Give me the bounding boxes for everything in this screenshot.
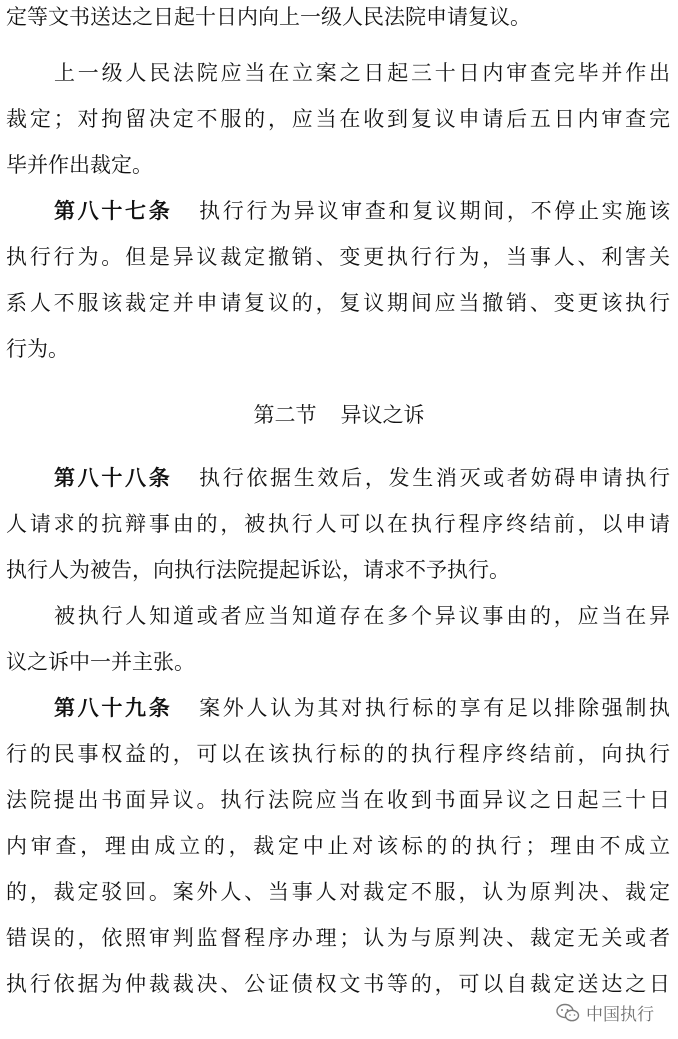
text-line: 行的民事权益的，可以在该执行标的的执行程序终结前，向执行: [6, 742, 670, 766]
watermark-label: 中国执行: [586, 1005, 654, 1025]
section-number: 第二节: [253, 403, 317, 427]
text-line: 系人不服该裁定并申请复议的，复议期间应当撤销、变更该执行: [6, 291, 670, 315]
text-line: 法院提出书面异议。执行法院应当在收到书面异议之日起三十日: [6, 788, 670, 812]
article-87-heading: 第八十七条: [54, 198, 173, 223]
text-line: 上一级人民法院应当在立案之日起三十日内审查完毕并作出: [54, 61, 670, 85]
text-line: 定等文书送达之日起十日内向上一级人民法院申请复议。: [6, 5, 531, 29]
text-line: 裁定；对拘留决定不服的，应当在收到复议申请后五日内审查完: [6, 107, 670, 131]
text-line: 行为。: [6, 337, 69, 361]
text-line: 毕并作出裁定。: [6, 153, 153, 177]
article-87-line: [54, 196, 670, 226]
text-line: 被执行人知道或者应当知道存在多个异议事由的，应当在异: [54, 604, 670, 628]
watermark: [556, 1000, 654, 1025]
section-heading: [0, 400, 678, 430]
section-title: 异议之诉: [340, 403, 425, 427]
text-fragment: 执行依据生效后，发生消灭或者妨碍申请执行: [196, 466, 671, 490]
text-line: 执行依据为仲裁裁决、公证债权文书等的，可以自裁定送达之日: [6, 972, 670, 996]
text-line: 执行行为。但是异议裁定撤销、变更执行行为，当事人、利害关: [6, 245, 670, 269]
text-line: 内审查，理由成立的，裁定中止对该标的的执行；理由不成立: [6, 834, 670, 858]
article-88-line: [54, 463, 670, 493]
article-88-heading: 第八十八条: [54, 465, 173, 490]
wechat-icon: [556, 1003, 580, 1023]
text-line: 人请求的抗辩事由的，被执行人可以在执行程序终结前，以申请: [6, 512, 670, 536]
article-89-line: [54, 693, 670, 723]
article-89-heading: 第八十九条: [54, 695, 173, 720]
text-fragment: 案外人认为其对执行标的享有足以排除强制执: [196, 696, 671, 720]
text-line: 议之诉中一并主张。: [6, 650, 195, 674]
text-line: 错误的，依照审判监督程序办理；认为与原判决、裁定无关或者: [6, 926, 670, 950]
text-line: 执行人为被告，向执行法院提起诉讼，请求不予执行。: [6, 558, 510, 582]
text-line: 的，裁定驳回。案外人、当事人对裁定不服，认为原判决、裁定: [6, 880, 670, 904]
text-fragment: 执行行为异议审查和复议期间，不停止实施该: [196, 199, 671, 223]
